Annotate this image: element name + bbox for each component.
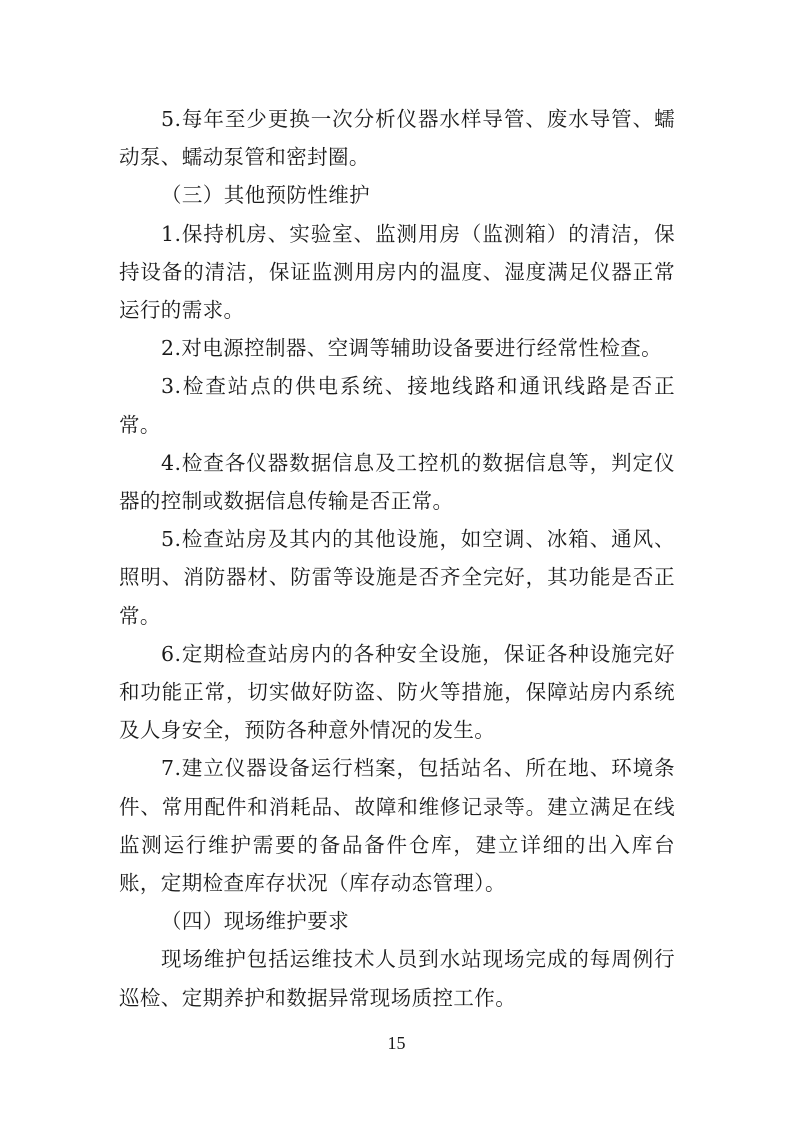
paragraph-item-3-power-system: 3.检查站点的供电系统、接地线路和通讯线路是否正常。 (119, 374, 675, 437)
paragraph-item-2-auxiliary-equipment: 2.对电源控制器、空调等辅助设备要进行经常性检查。 (161, 336, 663, 361)
section-heading-other-preventive-maintenance: （三）其他预防性维护 (161, 183, 370, 208)
paragraph-item-5-replace-tubes: 5.每年至少更换一次分析仪器水样导管、废水导管、蠕动泵、蠕动泵管和密封圈。 (119, 107, 675, 170)
paragraph-onsite-maintenance-description: 现场维护包括运维技术人员到水站现场完成的每周例行巡检、定期养护和数据异常现场质控工作。 (119, 947, 675, 1010)
paragraph-item-4-data-information: 4.检查各仪器数据信息及工控机的数据信息等，判定仪器的控制或数据信息传输是否正常。 (119, 450, 675, 514)
section-heading-onsite-maintenance: （四）现场维护要求 (161, 909, 350, 934)
paragraph-item-1-cleanliness: 1.保持机房、实验室、监测用房（监测箱）的清洁，保持设备的清洁，保证监测用房内的温度、湿度满足仪器正常运行的需求。 (119, 221, 675, 323)
paragraph-item-6-safety-facilities: 6.定期检查站房内的各种安全设施，保证各种设施完好和功能正常，切实做好防盗、防火等措施，保障站房内系统及人身安全，预防各种意外情况的发生。 (119, 641, 675, 743)
page-number: 15 (387, 1033, 406, 1053)
page-body (119, 100, 675, 1017)
paragraph-item-5-station-facilities: 5.检查站房及其内的其他设施，如空调、冰箱、通风、照明、消防器材、防雷等设施是否齐全完好，其功能是否正常。 (119, 527, 675, 628)
paragraph-item-7-equipment-archive: 7.建立仪器设备运行档案，包括站名、所在地、环境条件、常用配件和消耗品、故障和维修记录等。建立满足在线监测运行维护需要的备品备件仓库，建立详细的出入库台账，定期检查库存状况（库存动态管理）。 (119, 756, 675, 896)
